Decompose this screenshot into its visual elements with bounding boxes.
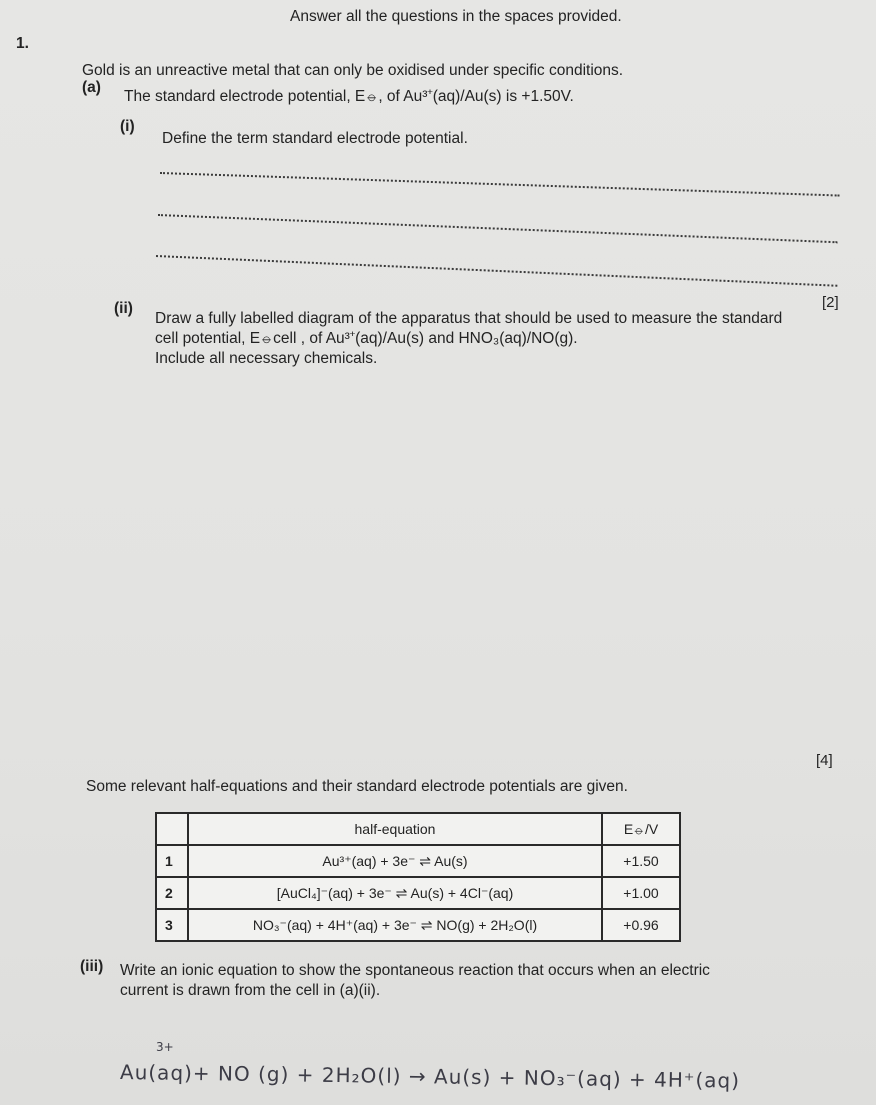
row-number: 1 bbox=[156, 845, 188, 877]
part-ii-line-3: Include all necessary chemicals. bbox=[155, 350, 378, 367]
part-iii-label: (iii) bbox=[80, 958, 104, 975]
electrode-potential: +1.50 bbox=[602, 845, 680, 877]
answer-line-2[interactable] bbox=[158, 214, 838, 243]
table-row bbox=[156, 845, 680, 877]
part-iii-line-1: Write an ionic equation to show the spontaneous reaction that occurs when an electric bbox=[120, 962, 710, 979]
part-i-label: (i) bbox=[120, 118, 135, 135]
table-intro: Some relevant half-equations and their standard electrode potentials are given. bbox=[86, 778, 628, 795]
part-i-text: Define the term standard electrode potential. bbox=[162, 130, 468, 147]
part-a-label: (a) bbox=[82, 79, 101, 96]
half-equation: Au³⁺(aq) + 3e⁻ ⇌ Au(s) bbox=[188, 845, 602, 877]
part-ii-marks: [4] bbox=[816, 752, 833, 769]
part-a-text: The standard electrode potential, E⦵, of Au³⁺(aq)/Au(s) is +1.50V. bbox=[124, 88, 574, 105]
handwritten-answer[interactable]: Au(aq)+ NO (g) + 2H₂O(l) → Au(s) + NO₃⁻(aq) + 4H⁺(aq) bbox=[119, 1060, 741, 1093]
table-header-potential: E⦵/V bbox=[602, 813, 680, 845]
part-ii-line-2: cell potential, E⦵cell , of Au³⁺(aq)/Au(s) and HNO₃(aq)/NO(g). bbox=[155, 330, 578, 347]
table-header-row bbox=[156, 813, 680, 845]
electrode-potential: +1.00 bbox=[602, 877, 680, 909]
diagram-answer-space[interactable] bbox=[150, 380, 840, 750]
row-number: 3 bbox=[156, 909, 188, 941]
half-equation: [AuCl₄]⁻(aq) + 3e⁻ ⇌ Au(s) + 4Cl⁻(aq) bbox=[188, 877, 602, 909]
electrode-potential: +0.96 bbox=[602, 909, 680, 941]
instruction: Answer all the questions in the spaces provided. bbox=[290, 8, 622, 25]
half-equation: NO₃⁻(aq) + 4H⁺(aq) + 3e⁻ ⇌ NO(g) + 2H₂O(l) bbox=[188, 909, 602, 941]
table-header-half-equation: half-equation bbox=[188, 813, 602, 845]
part-i-marks: [2] bbox=[822, 294, 839, 311]
part-iii-line-2: current is drawn from the cell in (a)(ii). bbox=[120, 982, 381, 999]
table-row bbox=[156, 877, 680, 909]
table-row bbox=[156, 909, 680, 941]
row-number: 2 bbox=[156, 877, 188, 909]
table-header-blank bbox=[156, 813, 188, 845]
half-equation-table bbox=[155, 812, 681, 942]
question-intro: Gold is an unreactive metal that can only be oxidised under specific conditions. bbox=[82, 62, 624, 79]
answer-line-1[interactable] bbox=[160, 172, 840, 197]
question-number: 1. bbox=[16, 35, 29, 52]
part-ii-label: (ii) bbox=[114, 300, 133, 317]
part-ii-line-1: Draw a fully labelled diagram of the apparatus that should be used to measure the standard bbox=[155, 310, 783, 327]
answer-line-3[interactable] bbox=[156, 255, 837, 287]
handwritten-superscript: 3+ bbox=[156, 1040, 174, 1054]
